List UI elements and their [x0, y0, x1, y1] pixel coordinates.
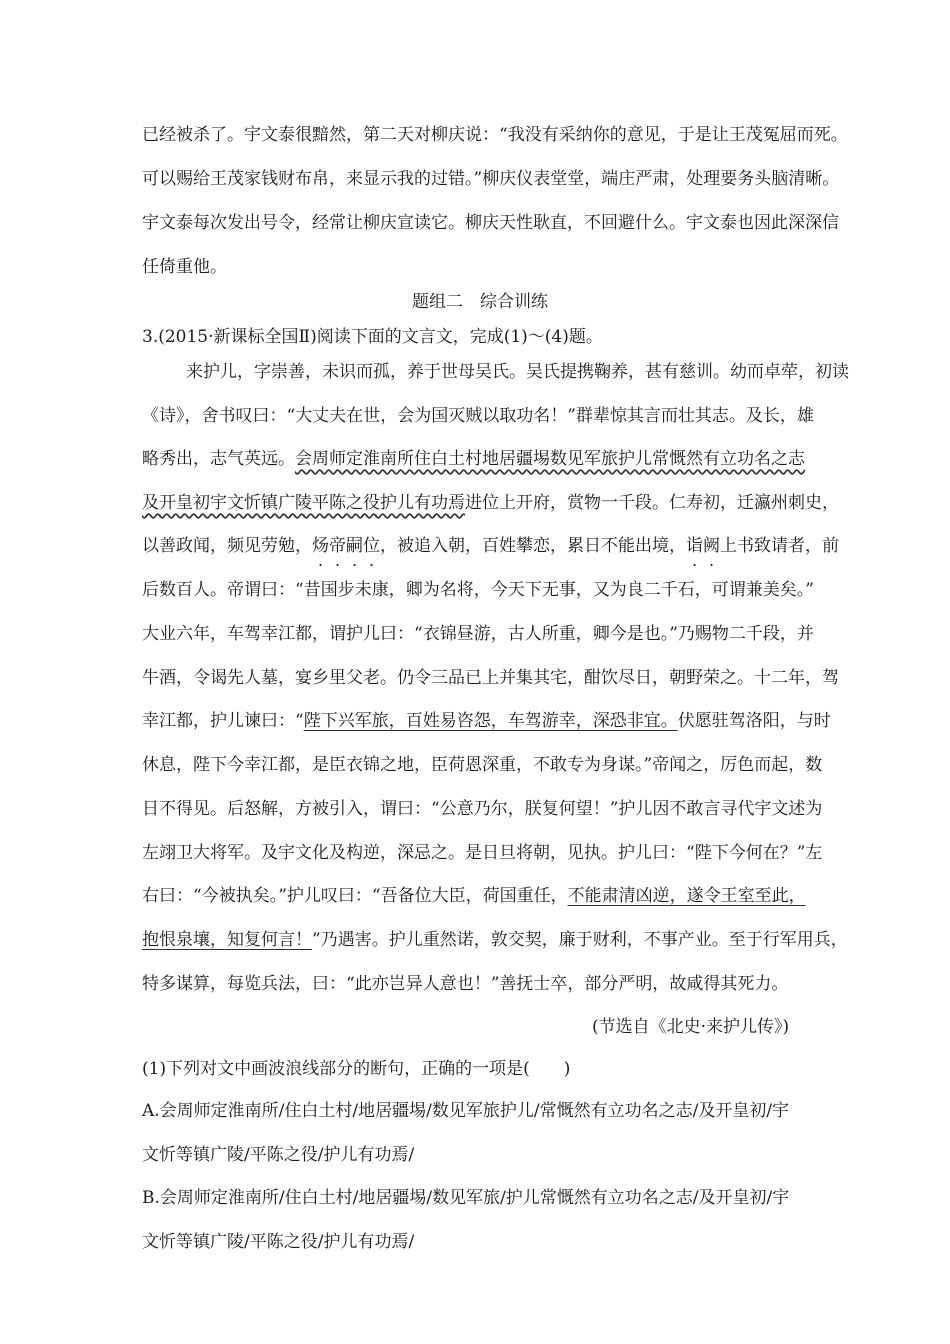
option-a-line: A.会周师定淮南所/住白土村/地居疆埸/数见军旅护儿/常慨然有立功名之志/及开皇初/宇 [142, 1101, 790, 1121]
passage-text: 进位上开府，赏物一千段。仁寿初，迁瀛州刺史， [465, 493, 839, 513]
sub-question: (1)下列对文中画波浪线部分的断句，正确的一项是( ) [142, 1059, 571, 1079]
option-a-line: 文忻等镇广陵/平陈之役/护儿有功焉/ [142, 1145, 415, 1165]
passage-line: 牛酒，令谒先人墓，宴乡里父老。仍令三品已上并集其宅，酣饮尽日，朝野荣之。十二年，驾 [142, 668, 839, 688]
passage-line: 大业六年，车驾幸江都，谓护儿曰：“衣锦昼游，古人所重，卿今是也。”乃赐物二千段，并 [142, 624, 814, 644]
passage-text: 右曰：“今被执矣。”护儿叹曰：“吾备位大臣，荷国重任， [142, 886, 568, 906]
paragraph-line: 宇文泰每次发出号令，经常让柳庆宣读它。柳庆天性耿直，不回避什么。宇文泰也因此深深信 [142, 213, 839, 233]
underlined-text: 抱恨泉壤，知复何言！ [142, 930, 312, 950]
underlined-text: 不能肃清凶逆，遂令王室至此， [567, 886, 806, 906]
passage-text: 上书致请者，前 [720, 536, 839, 556]
dotted-char: 位 [363, 536, 380, 556]
paragraph-line: 已经被杀了。宇文泰很黯然，第二天对柳庆说：“我没有采纳你的意见，于是让王茂冤屈而死。 [142, 125, 848, 145]
dotted-char: 嗣 [346, 536, 363, 556]
passage-line: 来护儿，字崇善，未识而孤，养于世母吴氏。吴氏提携鞠养，甚有慈训。幼而卓荦，初读 [186, 362, 849, 382]
paragraph-line: 任倚重他。 [142, 257, 227, 277]
passage-line [142, 535, 839, 557]
underlined-text: 陛下兴军旅，百姓易咨怨，车驾游幸，深恐非宜。 [303, 711, 678, 731]
passage-line: 左翊卫大将军。及宇文化及构逆，深忌之。是日旦将朝，见执。护儿曰：“陛下今何在？”左 [142, 843, 823, 863]
dotted-char: 帝 [329, 536, 346, 556]
passage-source: (节选自《北史·来护儿传》) [592, 1017, 790, 1037]
dotted-char: 炀 [312, 536, 329, 556]
wavy-underlined-text: 及开皇初宇文忻镇广陵平陈之役护儿有功焉 [142, 493, 465, 513]
passage-line [142, 710, 831, 732]
passage-line [142, 929, 848, 951]
dotted-char: 诣 [686, 536, 703, 556]
question-header: 3.(2015·新课标全国Ⅱ)阅读下面的文言文，完成(1)～(4)题。 [142, 327, 603, 347]
passage-line: 《诗》，舍书叹曰：“大丈夫在世，会为国灭贼以取功名！”群辈惊其言而壮其志。及长，雄 [142, 406, 814, 426]
passage-line: 休息，陛下今幸江都，是臣衣锦之地，臣荷恩深重，不敢专为身谋。”帝闻之，厉色而起，数 [142, 755, 823, 775]
passage-line: 后数百人。帝谓曰：“昔国步未康，卿为名将，今天下无事，又为良二千石，可谓兼美矣。” [142, 580, 814, 600]
option-b-line: 文忻等镇广陵/平陈之役/护儿有功焉/ [142, 1232, 415, 1252]
option-b-line: B.会周师定淮南所/住白土村/地居疆埸/数见军旅/护儿常慨然有立功名之志/及开皇初/宇 [142, 1188, 790, 1208]
passage-line [142, 448, 805, 470]
passage-text: 伏愿驻驾洛阳，与时 [677, 711, 831, 731]
passage-text: 以善政闻，频见劳勉， [142, 536, 312, 556]
wavy-underlined-text: 会周师定淮南所住白土村地居疆埸数见军旅护儿常慨然有立功名之志 [295, 449, 805, 469]
passage-text: 幸江都，护儿谏曰：“ [142, 711, 304, 731]
passage-line [142, 492, 839, 514]
paragraph-line: 可以赐给王茂家钱财布帛，来显示我的过错。”柳庆仪表堂堂，端庄严肃，处理要务头脑清晰。 [142, 169, 840, 189]
passage-line: 日不得见。后怒解，方被引入，谓曰：“公意乃尔，朕复何望！”护儿因不敢言寻代宇文述为 [142, 799, 823, 819]
dotted-char: 阙 [703, 536, 720, 556]
section-title: 题组二 综合训练 [412, 292, 548, 312]
passage-text: ，被追入朝，百姓攀恋，累日不能出境， [380, 536, 686, 556]
passage-text: ”乃遇害。护儿重然诺，敦交契，廉于财利，不事产业。至于行军用兵， [312, 930, 848, 950]
passage-line: 特多谋算，每览兵法，曰：“此亦岂异人意也！”善抚士卒，部分严明，故咸得其死力。 [142, 974, 789, 994]
passage-text: 略秀出，志气英远。 [142, 449, 295, 469]
passage-line [142, 885, 806, 907]
